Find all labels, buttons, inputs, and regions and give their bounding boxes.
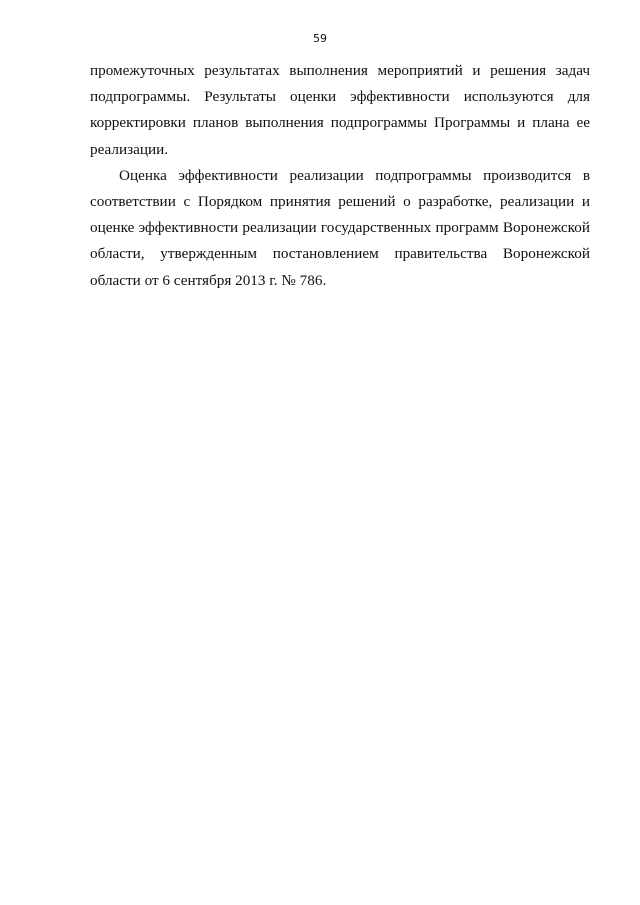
- paragraph-continuation: промежуточных результатах выполнения мероприятий и решения задач подпрограммы. Результаты оценки эффективности используются для корректировки планов выполнения подпрограммы Программы и плана ее реализации.: [90, 62, 590, 158]
- page-number: 59: [313, 32, 327, 45]
- body-text: [90, 58, 590, 294]
- paragraph-evaluation: Оценка эффективности реализации подпрограммы производится в соответствии с Порядком принятия решений о разработке, реализации и оценке эффективности реализации государственных программ Воронежской области, утвержденным постановлением правительства Воронежской области от 6 сентября 2013 г. № 786.: [90, 166, 590, 289]
